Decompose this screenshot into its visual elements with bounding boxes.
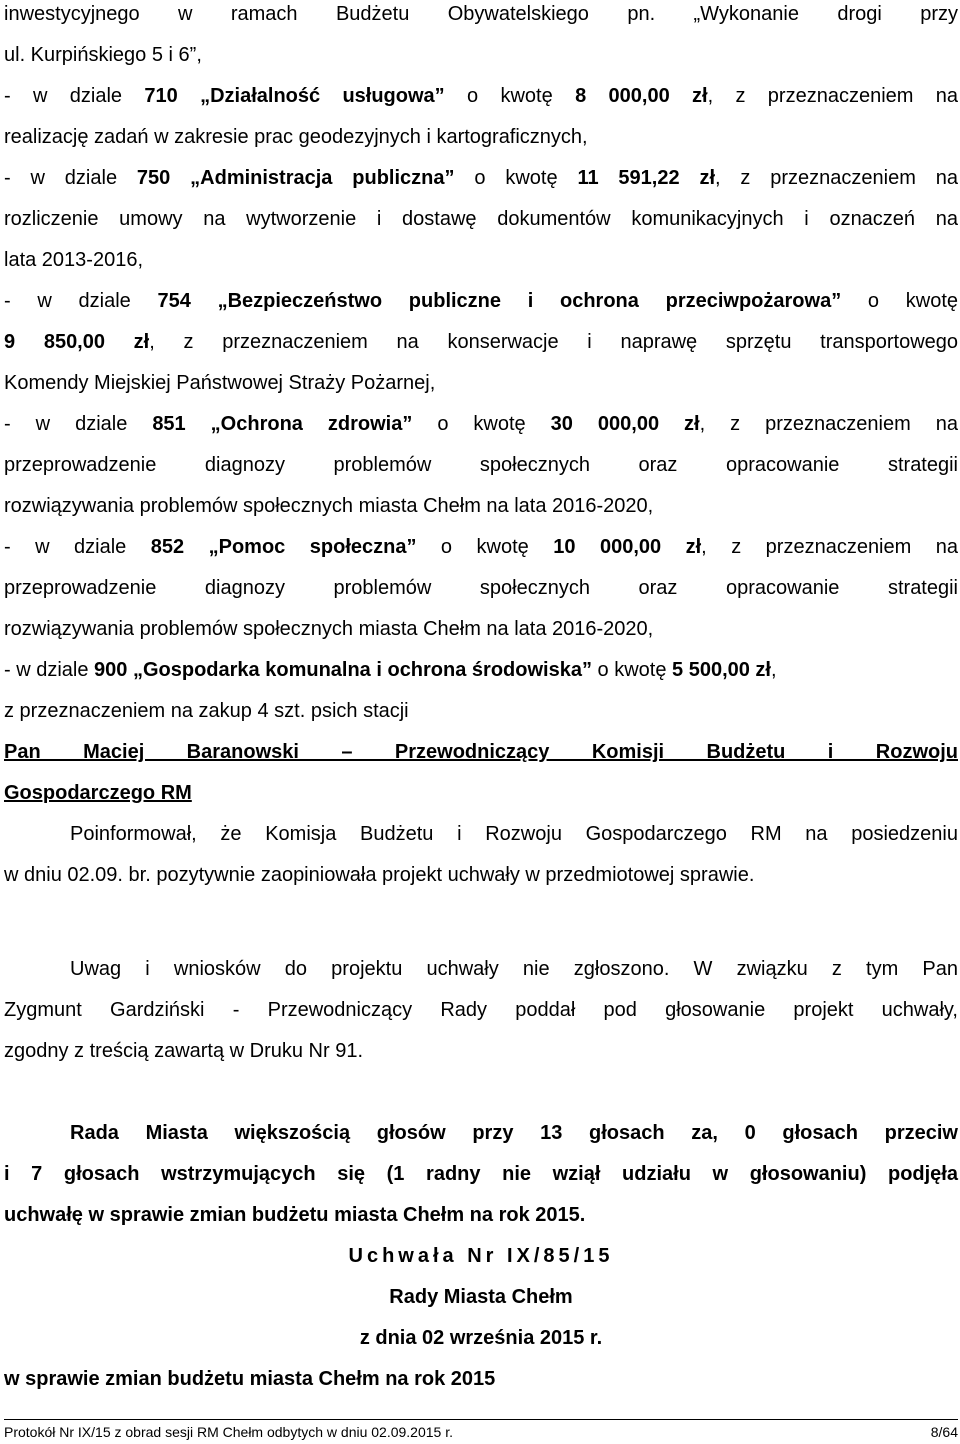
resolution-date: z dnia 02 września 2015 r. [359,1327,603,1349]
text-line: przeprowadzenie diagnozy problemów społecznych oraz opracowanie strategii [4,454,958,476]
text-line: realizację zadań w zakresie prac geodezyjnych i kartograficznych, [4,126,588,148]
budget-item-900: - w dziale 900 „Gospodarka komunalna i ochrona środowiska” o kwotę 5 500,00 zł, [4,659,777,681]
budget-item-750: - w dziale 750 „Administracja publiczna” o kwotę 11 591,22 zł, z przeznaczeniem na [4,167,958,189]
resolution-subject: w sprawie zmian budżetu miasta Chełm na rok 2015 [4,1368,496,1390]
page-number: 8/64 [930,1424,958,1440]
budget-item-852: - w dziale 852 „Pomoc społeczna” o kwotę 10 000,00 zł, z przeznaczeniem na [4,536,959,558]
text-line: 9 850,00 zł, z przeznaczeniem na konserwacje i naprawę sprzętu transportowego [4,331,959,353]
text-line: Uwag i wniosków do projektu uchwały nie zgłoszono. W związku z tym Pan [70,958,958,980]
text-line: lata 2013-2016, [4,249,144,271]
text-line: Zygmunt Gardziński - Przewodniczący Rady poddał pod głosowanie projekt uchwały, [4,999,958,1021]
text-line: z przeznaczeniem na zakup 4 szt. psich stacji [4,700,409,722]
vote-result-cont: i 7 głosach wstrzymujących się (1 radny nie wziął udziału w głosowaniu) podjęła [4,1163,958,1185]
vote-result-cont: uchwałę w sprawie zmian budżetu miasta Chełm na rok 2015. [4,1204,586,1226]
text-line: rozwiązywania problemów społecznych miasta Chełm na lata 2016-2020, [4,495,654,517]
budget-item-851: - w dziale 851 „Ochrona zdrowia” o kwotę 30 000,00 zł, z przeznaczeniem na [4,413,958,435]
budget-item-710: - w dziale 710 „Działalność usługowa” o kwotę 8 000,00 zł, z przeznaczeniem na [4,85,959,107]
speaker-heading: Pan Maciej Baranowski – Przewodniczący Komisji Budżetu i Rozwoju [4,741,958,763]
footer-title: Protokół Nr IX/15 z obrad sesji RM Chełm odbytych w dniu 02.09.2015 r. [4,1424,453,1440]
text-line: Poinformował, że Komisja Budżetu i Rozwoju Gospodarczego RM na posiedzeniu [70,823,958,845]
vote-result: Rada Miasta większością głosów przy 13 głosach za, 0 głosach przeciw [70,1122,958,1144]
text-line: Komendy Miejskiej Państwowej Straży Pożarnej, [4,372,436,394]
text-line: rozliczenie umowy na wytworzenie i dostawę dokumentów komunikacyjnych i oznaczeń na [4,208,958,230]
budget-item-754: - w dziale 754 „Bezpieczeństwo publiczne i ochrona przeciwpożarowa” o kwotę [4,290,958,312]
text-line: zgodny z treścią zawartą w Druku Nr 91. [4,1040,364,1062]
text-line: inwestycyjnego w ramach Budżetu Obywatelskiego pn. „Wykonanie drogi przy [4,3,958,25]
text-line: w dniu 02.09. br. pozytywnie zaopiniowała projekt uchwały w przedmiotowej sprawie. [4,864,755,886]
text-line: ul. Kurpińskiego 5 i 6”, [4,44,202,66]
resolution-title: Uchwała Nr IX/85/15 [348,1245,614,1267]
speaker-heading-cont: Gospodarczego RM [4,782,192,804]
text-line: rozwiązywania problemów społecznych miasta Chełm na lata 2016-2020, [4,618,654,640]
resolution-body: Rady Miasta Chełm [389,1286,573,1308]
footer-divider [4,1419,958,1420]
page-footer [4,1423,958,1441]
text-line: przeprowadzenie diagnozy problemów społecznych oraz opracowanie strategii [4,577,958,599]
